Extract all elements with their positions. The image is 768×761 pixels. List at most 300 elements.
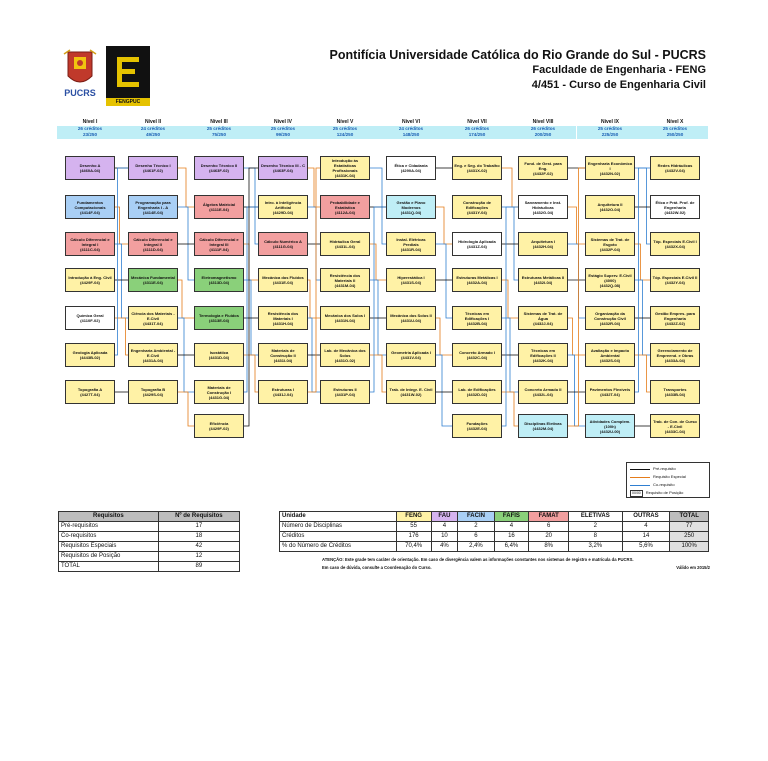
table-cell: 4% (431, 542, 458, 552)
discipline-name: Estruturas Metálicas II (521, 275, 565, 280)
discipline-code: (4432I-04) (533, 280, 553, 285)
discipline-name: Intro. à Inteligência Artificial (264, 199, 302, 210)
level-name: Nível IX (600, 119, 620, 125)
discipline-code: (4431A-04) (142, 357, 164, 363)
discipline-code: (4431S-04) (400, 280, 421, 285)
level-credits: 25 créditos (642, 126, 708, 133)
legend-special: Requisito Especial (630, 473, 706, 481)
discipline-box[interactable] (128, 268, 178, 292)
discipline-code: (4431Q-04) (400, 209, 422, 215)
requirement-arrow (370, 280, 386, 355)
requirement-arrow (370, 355, 386, 392)
discipline-box[interactable] (585, 380, 635, 404)
level-credits: 24 créditos (378, 126, 444, 133)
discipline-box[interactable] (386, 306, 436, 330)
table-cell: 250 (670, 532, 709, 542)
discipline-name: Saneamento e Inst. Hidráulicas (524, 199, 562, 210)
discipline-code: (4111G-04) (272, 244, 293, 249)
discipline-name: Estágio Superv. E.Civil (4000) (588, 272, 632, 283)
discipline-box[interactable] (194, 232, 244, 256)
discipline-name: Lab. de Mecânica dos Solos (324, 347, 366, 358)
discipline-box[interactable] (518, 380, 568, 404)
discipline-name: Engenharia Econômica I (587, 160, 633, 171)
discipline-code: (4290A-04) (400, 168, 422, 173)
discipline-box[interactable] (65, 380, 115, 404)
discipline-name: Resistência dos Materiais II (329, 272, 361, 283)
discipline-box[interactable] (128, 232, 178, 256)
discipline-name: Trab. de Integr. E. Civil (389, 387, 433, 392)
table-cell: 89 (158, 562, 239, 572)
level-name: Nível I (82, 119, 98, 125)
discipline-code: (4427T-04) (80, 392, 100, 397)
discipline-code: (4432L-04) (533, 392, 553, 397)
table-header: Requisitos (59, 512, 159, 522)
discipline-name: Avaliação e Impacto Ambiental (590, 347, 630, 358)
discipline-box[interactable] (386, 232, 436, 256)
faculty-title: Faculdade de Engenharia - FENG (532, 64, 706, 76)
discipline-box[interactable] (194, 380, 244, 404)
discipline-name: Desenho Técnico I (135, 163, 171, 168)
course-title: 4/451 - Curso de Engenharia Civil (531, 79, 706, 91)
discipline-name: Estruturas I (271, 387, 295, 392)
discipline-box[interactable] (320, 268, 370, 292)
discipline-code: (4432J-04) (533, 320, 553, 326)
discipline-code: (4433A-04) (664, 357, 686, 363)
discipline-code: (4313E-04) (208, 318, 229, 323)
discipline-box[interactable] (65, 195, 115, 219)
table-cell: 70,4% (396, 542, 431, 552)
table-row (280, 542, 709, 552)
discipline-name: Tóp. Especiais E.Civil I (653, 239, 697, 244)
discipline-code: (4432O-04) (599, 207, 621, 212)
discipline-name: Sistemas de Trat. de Esgoto (590, 236, 630, 247)
discipline-box[interactable] (650, 414, 700, 438)
discipline-name: Mecânica Fundamental (130, 275, 175, 280)
discipline-code: (4429D-04) (272, 209, 294, 215)
requirement-arrow (635, 355, 650, 392)
table-header: OUTRAS (622, 512, 670, 522)
table-cell: 20 (529, 532, 569, 542)
discipline-code: (4112A-04) (334, 209, 355, 215)
table-cell: 3,2% (569, 542, 622, 552)
discipline-code: (4111C-04) (80, 246, 100, 252)
legend-position: 00/00 Requisito de Posição (632, 490, 684, 495)
requirement-arrow (568, 244, 585, 318)
discipline-box[interactable] (650, 380, 700, 404)
level-name: Nível III (210, 119, 228, 125)
table-header: Unidade (280, 512, 397, 522)
discipline-box[interactable] (585, 195, 635, 219)
discipline-box[interactable] (320, 343, 370, 367)
discipline-name: Eficiência (209, 421, 229, 426)
discipline-box[interactable] (65, 306, 115, 330)
discipline-box[interactable] (386, 195, 436, 219)
discipline-code: (4431G-04) (208, 394, 230, 400)
level-name: Nível IV (273, 119, 293, 125)
discipline-box[interactable] (258, 380, 308, 404)
table-cell: 176 (396, 532, 431, 542)
discipline-code: (4432N-02) (599, 170, 621, 176)
discipline-box[interactable] (650, 156, 700, 180)
discipline-code: (4429S-04) (142, 392, 163, 397)
discipline-code: (4433B-04) (664, 392, 686, 397)
units-table (279, 511, 709, 552)
discipline-code: (4432T-04) (600, 392, 620, 397)
discipline-box[interactable] (650, 195, 700, 219)
footnote-contact: Em caso de dúvida, consulte a Coordenação do Curso. (322, 565, 432, 570)
table-row (280, 522, 709, 532)
discipline-box[interactable] (452, 414, 502, 438)
discipline-name: Gestão Empres. para Engenharia (654, 310, 696, 321)
discipline-name: Atividades Complem. (100h) (589, 418, 631, 429)
table-cell: 2 (569, 522, 622, 532)
discipline-name: Pavimentos Flexíveis (589, 387, 631, 392)
discipline-box[interactable] (585, 156, 635, 180)
table-cell: Pré-requisitos (59, 522, 159, 532)
discipline-box[interactable] (128, 306, 178, 330)
discipline-name: Química Geral (76, 313, 104, 318)
discipline-box[interactable] (386, 380, 436, 404)
requirement-arrow (502, 207, 518, 280)
discipline-box[interactable] (65, 232, 115, 256)
discipline-box[interactable] (452, 232, 502, 256)
discipline-box[interactable] (258, 232, 308, 256)
level-hours: 200/250 (510, 132, 576, 139)
fengpuc-logo-text: FENGPUC (106, 98, 150, 106)
footnote (322, 556, 710, 572)
discipline-box[interactable] (452, 343, 502, 367)
discipline-code: (4431D-04) (208, 355, 230, 360)
discipline-box[interactable] (386, 156, 436, 180)
requirement-arrow (244, 355, 258, 392)
requirement-arrow (244, 280, 258, 355)
discipline-code: (4431L-04) (335, 244, 355, 249)
discipline-box[interactable] (194, 195, 244, 219)
requirement-arrow (115, 207, 128, 244)
discipline-name: Técnicas em Edificações I (464, 310, 490, 321)
table-header: FAMAT (529, 512, 569, 522)
discipline-name: Engenharia Ambiental - E.Civil (130, 347, 176, 358)
discipline-name: Hidráulica Geral (329, 239, 361, 244)
discipline-code: (4431X-02) (466, 168, 487, 173)
requirement-arrow (178, 207, 194, 280)
discipline-code: (4432G-04) (532, 209, 554, 215)
discipline-box[interactable] (320, 195, 370, 219)
requirement-arrow (436, 244, 452, 318)
discipline-name: Ética e Cidadania (394, 163, 428, 168)
discipline-name: Termologia e Fluidos (199, 313, 239, 318)
table-row (280, 532, 709, 542)
discipline-name: Geologia Aplicada (72, 350, 108, 355)
discipline-name: Gerenciamento de Empreend. e Obras (656, 347, 694, 358)
requirement-arrow (502, 392, 518, 426)
table-cell: 2,4% (458, 542, 494, 552)
discipline-code: (4431M-04) (334, 282, 356, 288)
discipline-code: (4431E-04) (272, 280, 293, 285)
discipline-name: Cálculo Numérico A (264, 239, 302, 244)
level-name: Nível X (666, 119, 684, 125)
discipline-box[interactable] (194, 306, 244, 330)
discipline-name: Introdução à Eng. Civil (68, 275, 112, 280)
discipline-box[interactable] (320, 306, 370, 330)
discipline-box[interactable] (518, 195, 568, 219)
discipline-code: (4431I-04) (273, 357, 293, 363)
level-hours: 174/250 (444, 132, 510, 139)
table-cell: 100% (670, 542, 709, 552)
table-cell: 42 (158, 542, 239, 552)
discipline-code: (4432U-00) (599, 428, 621, 434)
requirement-arrow (178, 392, 194, 426)
discipline-box[interactable] (518, 306, 568, 330)
discipline-box[interactable] (194, 156, 244, 180)
discipline-name: Estruturas II (333, 387, 357, 392)
table-cell: 55 (396, 522, 431, 532)
discipline-code: (4111F-04) (209, 246, 229, 252)
discipline-name: Introdução às Estatísticas Profissionais (331, 158, 359, 173)
table-header: FAFIS (494, 512, 529, 522)
table-row (59, 522, 240, 532)
discipline-name: Organização da Construção Civil (594, 310, 626, 321)
discipline-name: Topografia A (77, 387, 103, 392)
discipline-name: Cálculo Diferencial e Integral I (70, 236, 110, 247)
discipline-box[interactable] (650, 343, 700, 367)
table-cell: Créditos (280, 532, 397, 542)
discipline-name: Concreto Armado I (459, 350, 495, 355)
discipline-box[interactable] (320, 232, 370, 256)
discipline-code: (4431T-04) (143, 320, 163, 326)
discipline-name: Fundamentos Computacionais (74, 199, 106, 210)
table-header: TOTAL (670, 512, 709, 522)
discipline-name: Gestão e Plano Modernos (396, 199, 426, 210)
discipline-box[interactable] (65, 343, 115, 367)
discipline-code: (4431Z-04) (467, 244, 487, 249)
discipline-name: Ciência dos Materiais - E.Civil (131, 310, 175, 321)
discipline-box[interactable] (650, 232, 700, 256)
discipline-code: (4432C-04) (466, 355, 488, 360)
level-credits: 26 créditos (57, 126, 123, 133)
discipline-name: Desenho Técnico III - C (260, 163, 305, 168)
discipline-box[interactable] (320, 380, 370, 404)
discipline-code: (4414E-04) (142, 209, 163, 215)
discipline-code: (4463F-02) (209, 168, 229, 173)
discipline-code: (4110F-02) (80, 318, 100, 323)
discipline-box[interactable] (518, 414, 568, 438)
discipline-name: Álgebra Matricial (202, 202, 236, 207)
discipline-box[interactable] (585, 343, 635, 367)
discipline-code: (4432E-04) (466, 426, 487, 431)
discipline-name: Desenho A (79, 163, 101, 168)
discipline-code: (4432M-04) (532, 426, 554, 431)
level-name: Nível V (336, 119, 354, 125)
discipline-code: (4432B-04) (466, 320, 488, 326)
level-name: Nível VI (401, 119, 421, 125)
level-hours: 148/250 (378, 132, 444, 139)
discipline-box[interactable] (258, 306, 308, 330)
requirement-arrow (436, 355, 452, 426)
discipline-box[interactable] (650, 268, 700, 292)
discipline-name: Probabilidade e Estatística (330, 199, 360, 210)
discipline-code: (4414F-04) (80, 209, 100, 215)
discipline-code: (4432Z-02) (665, 320, 685, 326)
discipline-box[interactable] (65, 156, 115, 180)
discipline-name: Topografia B (140, 387, 166, 392)
requirement-arrow (308, 168, 320, 207)
discipline-box[interactable] (585, 306, 635, 330)
discipline-box[interactable] (585, 232, 635, 256)
discipline-code: (4432R-04) (599, 320, 621, 326)
discipline-name: Concreto Armado II (524, 387, 562, 392)
discipline-name: Hiperestática I (397, 275, 425, 280)
discipline-code: (4432F-02) (533, 170, 553, 176)
discipline-box[interactable] (650, 306, 700, 330)
table-row (59, 562, 240, 572)
requirement-arrow (568, 318, 585, 355)
table-cell: 8 (569, 532, 622, 542)
discipline-name: Programação para Engenharia I - A (135, 199, 171, 210)
discipline-box[interactable] (320, 156, 370, 180)
discipline-code: (4313D-04) (208, 280, 230, 285)
discipline-box[interactable] (518, 156, 568, 180)
table-header: FENG (396, 512, 431, 522)
table-cell: 4 (622, 522, 670, 532)
discipline-box[interactable] (258, 156, 308, 180)
discipline-name: Tóp. Especiais E.Civil II (652, 275, 698, 280)
legend-coreq: Co-requisito (630, 481, 706, 489)
requirement-arrow (436, 207, 452, 244)
table-cell: Co-requisitos (59, 532, 159, 542)
discipline-name: Desenho Técnico II (200, 163, 238, 168)
discipline-name: Transportes (663, 387, 687, 392)
table-cell: 2 (458, 522, 494, 532)
discipline-code: (4431Y-04) (467, 209, 487, 215)
requirement-arrow (502, 207, 518, 426)
discipline-box[interactable] (518, 343, 568, 367)
discipline-name: Estruturas Metálicas I (456, 275, 498, 280)
table-cell: 8% (529, 542, 569, 552)
discipline-name: Técnicas em Edificações II (530, 347, 556, 358)
discipline-box[interactable] (194, 268, 244, 292)
discipline-box[interactable] (128, 195, 178, 219)
requirement-arrow (436, 318, 452, 355)
discipline-name: Lab. de Edificações (458, 387, 496, 392)
level-credits: 26 créditos (444, 126, 510, 133)
discipline-code: (4431W-02) (400, 392, 422, 397)
discipline-box[interactable] (128, 156, 178, 180)
discipline-code: (4432K-04) (532, 357, 554, 363)
discipline-name: Mecânica dos Fluidos (262, 275, 304, 280)
discipline-code: (4311E-04) (143, 280, 163, 285)
discipline-box[interactable] (452, 380, 502, 404)
discipline-code: (4432H-04) (532, 244, 554, 249)
discipline-name: Eng. e Seg. do Trabalho (454, 163, 500, 168)
discipline-box[interactable] (194, 414, 244, 438)
requirement-arrow (244, 168, 258, 244)
discipline-box[interactable] (518, 268, 568, 292)
table-cell: TOTAL (59, 562, 159, 572)
table-cell: 10 (431, 532, 458, 542)
discipline-box[interactable] (452, 268, 502, 292)
discipline-name: Eletromagnetismo (201, 275, 237, 280)
requirement-arrow (308, 280, 320, 318)
table-header: ELETIVAS (569, 512, 622, 522)
discipline-box[interactable] (386, 268, 436, 292)
discipline-box[interactable] (258, 195, 308, 219)
discipline-name: Fund. de Gest. para Eng. (524, 160, 562, 171)
discipline-box[interactable] (386, 343, 436, 367)
table-header: FACIN (458, 512, 494, 522)
discipline-box[interactable] (452, 306, 502, 330)
discipline-name: Instal. Elétricas Prediais (396, 236, 426, 247)
table-cell: 4 (494, 522, 529, 532)
discipline-code: (4432S-04) (599, 357, 620, 363)
table-row (59, 532, 240, 542)
discipline-name: Hidrologia Aplicada (458, 239, 496, 244)
discipline-name: Disciplinas Eletivas (524, 421, 562, 426)
discipline-box[interactable] (518, 232, 568, 256)
level-hours: 124/250 (312, 132, 378, 139)
discipline-box[interactable] (585, 414, 635, 438)
discipline-box[interactable] (585, 268, 635, 292)
discipline-code: (4460A-04) (79, 168, 101, 173)
table-cell: 18 (158, 532, 239, 542)
discipline-name: Cálculo Diferencial e Integral II (133, 236, 173, 247)
discipline-code: (4431V-04) (401, 355, 421, 360)
discipline-code: (4432P-04) (599, 246, 620, 252)
discipline-code: (4463F-04) (273, 168, 293, 173)
level-hours: 225/250 (577, 132, 643, 139)
discipline-box[interactable] (194, 343, 244, 367)
requirement-arrow (568, 207, 585, 244)
discipline-code: (4432V-04) (665, 168, 685, 173)
discipline-name: Redes Hidráulicas (657, 163, 693, 168)
table-cell: 17 (158, 522, 239, 532)
discipline-name: Resistência dos Materiais I (267, 310, 299, 321)
discipline-code: (4431K-04) (334, 173, 356, 178)
discipline-box[interactable] (452, 195, 502, 219)
level-name: Nível VIII (532, 119, 554, 125)
discipline-box[interactable] (452, 156, 502, 180)
level-credits: 25 créditos (250, 126, 316, 133)
table-row (59, 552, 240, 562)
requirement-arrow (115, 318, 128, 355)
table-cell: 14 (622, 532, 670, 542)
discipline-code: (4433C-04) (664, 428, 686, 434)
discipline-code: (4429F-02) (209, 426, 229, 431)
discipline-box[interactable] (65, 268, 115, 292)
level-hours: 99/250 (250, 132, 316, 139)
table-cell: 12 (158, 552, 239, 562)
discipline-box[interactable] (258, 343, 308, 367)
table-cell: Requisitos de Posição (59, 552, 159, 562)
discipline-code: (4432A-04) (466, 280, 488, 285)
legend-prereq: Pré-requisito (630, 465, 706, 473)
requirement-arrow (635, 168, 650, 244)
discipline-code: (4431U-04) (400, 318, 422, 323)
discipline-box[interactable] (128, 343, 178, 367)
discipline-code: (4431N-04) (334, 318, 356, 323)
discipline-box[interactable] (258, 268, 308, 292)
discipline-name: Materiais de Construção I (206, 384, 232, 395)
discipline-code: (4461F-02) (143, 168, 163, 173)
discipline-name: Arquitetura I (531, 239, 555, 244)
discipline-name: Isostática (209, 350, 229, 355)
discipline-box[interactable] (128, 380, 178, 404)
level-credits: 25 créditos (312, 126, 378, 133)
discipline-code: (4432Y-04) (665, 280, 685, 285)
table-cell: 6,4% (494, 542, 529, 552)
footnote-attention: ATENÇÃO: Este grade tem caráter de orientação. Em caso de divergência valem as informações constantes nos sistemas de registro e matrícula da PUCRS. (322, 557, 634, 562)
table-cell: 6 (529, 522, 569, 532)
